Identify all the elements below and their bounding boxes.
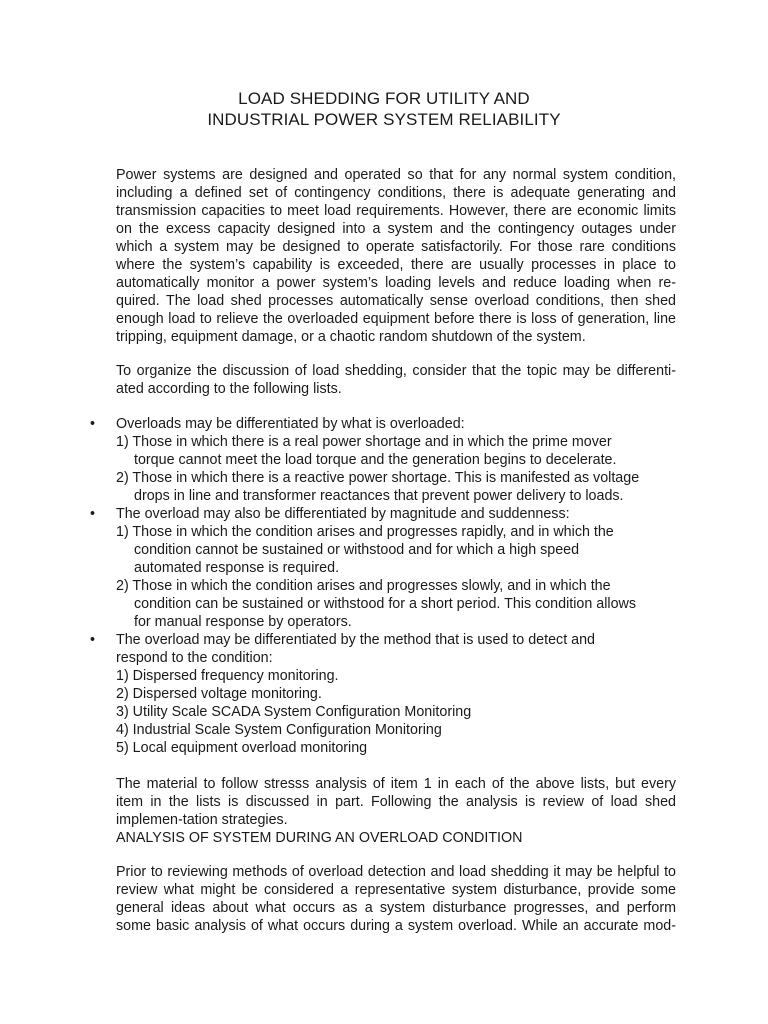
paragraph-2-line: To organize the discussion of load shedding, consider that the topic may be differenti- [116, 363, 676, 379]
paragraph-1-line: quired. The load shed processes automatically sense overload conditions, then shed [116, 293, 676, 309]
paragraph-4-line: review what might be considered a representative system disturbance, provide some [116, 882, 676, 898]
bullet-marker: • [90, 416, 96, 432]
paragraph-4-line: Prior to reviewing methods of overload detection and load shedding it may be helpful to [116, 864, 676, 880]
bullet-2-item-2-cont: for manual response by operators. [134, 614, 352, 630]
bullet-1-item-2: 2) Those in which there is a reactive power shortage. This is manifested as voltage [116, 470, 640, 486]
bullet-3-text: The overload may be differentiated by the method that is used to detect and [116, 632, 595, 648]
bullet-1-text: Overloads may be differentiated by what is overloaded: [116, 416, 465, 432]
paragraph-4-line: some basic analysis of what occurs during a system overload. While an accurate mod- [116, 918, 676, 934]
bullet-2-text: The overload may also be differentiated by magnitude and suddenness: [116, 506, 570, 522]
bullet-1-item-2-cont: drops in line and transformer reactances that prevent power delivery to loads. [134, 488, 624, 504]
bullet-1-item-1-cont: torque cannot meet the load torque and the generation begins to decelerate. [134, 452, 617, 468]
bullet-1-item-1: 1) Those in which there is a real power shortage and in which the prime mover [116, 434, 612, 450]
bullet-2-item-1: 1) Those in which the condition arises and progresses rapidly, and in which the [116, 524, 614, 540]
bullet-2-item-1-cont: automated response is required. [134, 560, 340, 576]
document-title-line-1: LOAD SHEDDING FOR UTILITY AND [238, 89, 530, 108]
paragraph-2-line: ated according to the following lists. [116, 381, 342, 397]
paragraph-1-line: automatically monitor a power system’s loading levels and reduce loading when re- [116, 275, 676, 291]
bullet-2-item-1-cont: condition cannot be sustained or withstood and for which a high speed [134, 542, 580, 558]
paragraph-1-line: enough load to relieve the overloaded equipment before there is loss of generation, line [116, 311, 676, 327]
paragraph-1-line: including a defined set of contingency conditions, there is adequate generating and [116, 185, 676, 201]
bullet-3-item: 2) Dispersed voltage monitoring. [116, 686, 322, 702]
paragraph-1-line: transmission capacities to meet load requirements. However, there are economic limits [116, 203, 676, 219]
paragraph-1-line: on the excess capacity designed into a system and the contingency outages under [116, 221, 676, 237]
bullet-3-text-cont: respond to the condition: [116, 650, 273, 666]
bullet-marker: • [90, 506, 96, 522]
bullet-3-item: 4) Industrial Scale System Configuration Monitoring [116, 722, 442, 738]
bullet-3-item: 3) Utility Scale SCADA System Configuration Monitoring [116, 704, 472, 720]
document-title-line-2: INDUSTRIAL POWER SYSTEM RELIABILITY [207, 110, 561, 129]
bullet-3-item: 1) Dispersed frequency monitoring. [116, 668, 339, 684]
bullet-marker: • [90, 632, 96, 648]
paragraph-3-line: implemen-tation strategies. [116, 812, 288, 828]
paragraph-4-line: general ideas about what occurs as a system disturbance progresses, and perform [116, 900, 676, 916]
paragraph-3-line: The material to follow stresss analysis of item 1 in each of the above lists, but every [116, 776, 676, 792]
paragraph-1-line: Power systems are designed and operated so that for any normal system condition, [116, 167, 676, 183]
bullet-3-item: 5) Local equipment overload monitoring [116, 740, 368, 756]
paragraph-1-line: which a system may be designed to operate satisfactorily. For those rare conditions [116, 239, 676, 255]
section-heading: ANALYSIS OF SYSTEM DURING AN OVERLOAD CONDITION [116, 830, 523, 846]
paragraph-3-line: item in the lists is discussed in part. Following the analysis is review of load shed [116, 794, 676, 810]
bullet-2-item-2-cont: condition can be sustained or withstood for a short period. This condition allows [134, 596, 637, 612]
bullet-2-item-2: 2) Those in which the condition arises and progresses slowly, and in which the [116, 578, 611, 594]
paragraph-1-line: where the system’s capability is exceeded, there are usually processes in place to [116, 257, 676, 273]
paragraph-1-line: tripping, equipment damage, or a chaotic random shutdown of the system. [116, 329, 586, 345]
